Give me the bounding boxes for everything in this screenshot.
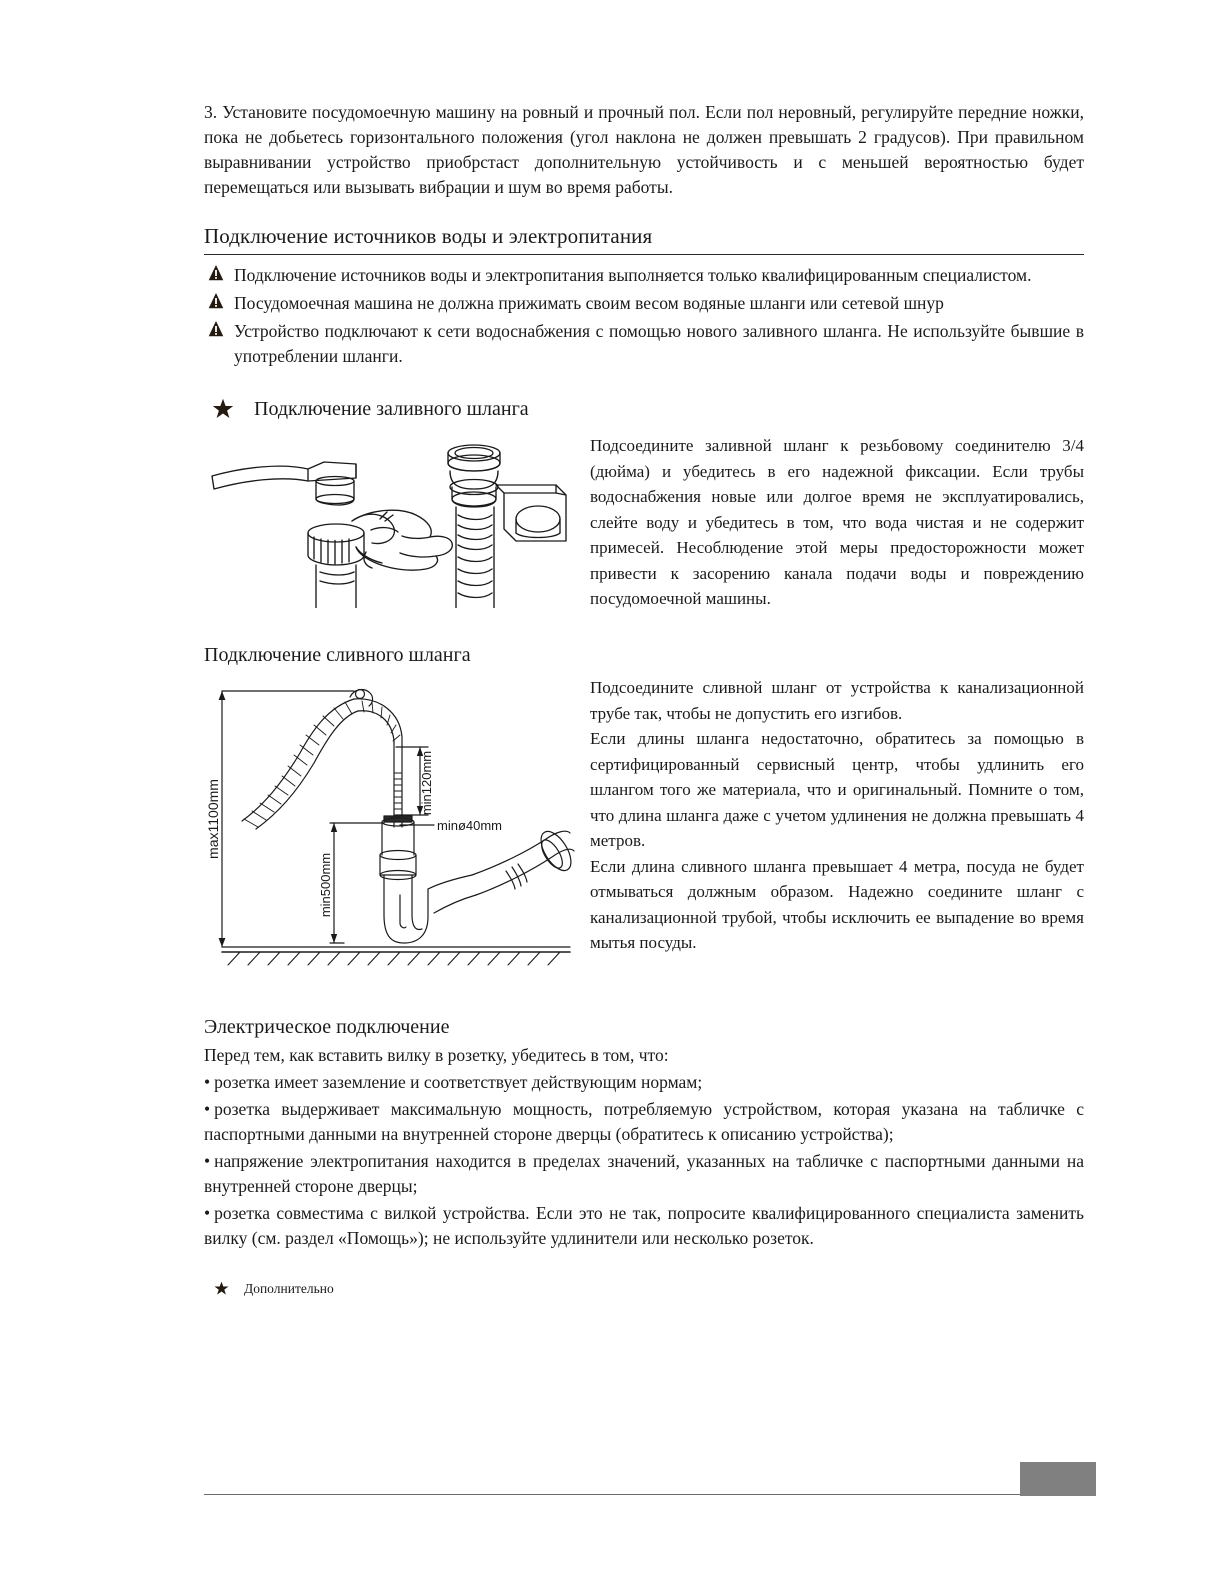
warning-text: Посудомоечная машина не должна прижимать своим весом водяные шланги или сетевой шнур — [234, 293, 944, 313]
section-title-rule — [204, 254, 1084, 255]
drain-hose-paragraph: Если длины шланга недостаточно, обратитесь за помощью в сертифицированный сервисный центр, чтобы удлинить его шлангом того же материала, что и оригинальный. Помните о том, что длина шланга даже с учетом удлинения не должна превышать 4 метров. — [590, 729, 1084, 850]
footer-rule — [204, 1494, 1084, 1495]
electrical-bullet — [204, 1149, 1084, 1199]
warning-triangle-icon — [208, 264, 224, 282]
star-icon — [214, 1281, 229, 1296]
inlet-hose-block — [204, 433, 1084, 613]
bullet-dot-icon: • — [204, 1203, 211, 1223]
warning-text: Подключение источников воды и электропитания выполняется только квалифицированным специалистом. — [234, 265, 1032, 285]
electrical-bullet — [204, 1201, 1084, 1251]
inlet-hose-text-column — [590, 433, 1084, 612]
electrical-heading: Электрическое подключение — [204, 1016, 450, 1038]
subsection-inlet-hose-label: Подключение заливного шланга — [254, 398, 529, 420]
electrical-bullet — [204, 1070, 1084, 1095]
warning-item — [204, 291, 1084, 316]
star-icon — [212, 398, 234, 420]
warning-list — [204, 263, 1084, 369]
dimension-label-max-height: max1100mm — [205, 779, 221, 859]
drain-hose-text-column — [590, 675, 1084, 956]
electrical-bullet-text: розетка совместима с вилкой устройства. Если это не так, попросите квалифицированного специалиста заменить вилку (см. раздел «Помощь»); не используйте удлинители или несколько розеток. — [204, 1203, 1084, 1248]
dimension-label-min-diameter: minø40mm — [437, 818, 503, 833]
warning-item — [204, 263, 1084, 288]
drain-hose-figure — [204, 675, 576, 972]
subsection-drain-hose-heading: Подключение сливного шланга — [204, 644, 471, 666]
bullet-dot-icon: • — [204, 1099, 211, 1119]
warning-triangle-icon — [208, 320, 224, 338]
additional-note-label: Дополнительно — [244, 1281, 334, 1296]
bullet-dot-icon: • — [204, 1072, 211, 1092]
dimension-label-min-insert: min120mm — [419, 750, 434, 816]
drain-hose-paragraph: Подсоедините сливной шланг от устройства к канализационной трубе так, чтобы не допустить его изгибов. — [590, 678, 1084, 723]
warning-triangle-icon — [208, 292, 224, 310]
electrical-lead-text: Перед тем, как вставить вилку в розетку, убедитесь в том, что: — [204, 1045, 669, 1065]
inlet-hose-text: Подсоедините заливной шланг к резьбовому соединителю 3/4 (дюйма) и убедитесь в его надежной фиксации. Если трубы водоснабжения новые или долгое время не эксплуатировались, слейте воду и убедитесь в том, что вода чистая и не содержит примесей. Несоблюдение этой меры предосторожности может привести к засорению канала подачи воды и повреждению посудомоечной машины. — [590, 436, 1084, 608]
electrical-bullet-text: напряжение электропитания находится в пределах значений, указанных на табличке с паспортными данными на внутренней стороне дверцы; — [204, 1151, 1084, 1196]
subsection-inlet-hose-heading — [204, 395, 1084, 423]
warning-item — [204, 319, 1084, 369]
electrical-bullet-text: розетка выдерживает максимальную мощность, потребляемую устройством, которая указана на табличке с паспортными данными на внутренней стороне дверцы (обратитесь к описанию устройства); — [204, 1099, 1084, 1144]
dimension-label-min-floor: min500mm — [318, 852, 333, 918]
electrical-section — [204, 1013, 1084, 1251]
footer-page-marker — [1020, 1462, 1096, 1496]
electrical-bullet-text: розетка имеет заземление и соответствует действующим нормам; — [214, 1072, 703, 1092]
inlet-hose-figure — [204, 433, 574, 613]
bullet-dot-icon: • — [204, 1151, 211, 1171]
drain-hose-block — [204, 675, 1084, 975]
intro-paragraph: 3. Установите посудомоечную машину на ровный и прочный пол. Если пол неровный, регулируйте передние ножки, пока не добьетесь горизонтального положения (угол наклона не должен превышать 2 градусов). При правильном выравнивании устройство приобрстаст дополнительную устойчивость и с меньшей вероятностью будет перемещаться или вызывать вибрации и шум во время работы. — [204, 102, 1084, 197]
additional-note — [204, 1279, 1084, 1299]
page-content — [204, 100, 1084, 1299]
electrical-bullet — [204, 1097, 1084, 1147]
drain-hose-paragraph: Если длина сливного шланга превышает 4 метра, посуда не будет отмываться должным образом. Надежно соедините шланг с канализационной трубой, чтобы исключить ее выпадение во время мытья посуды. — [590, 856, 1084, 952]
warning-text: Устройство подключают к сети водоснабжения с помощью нового заливного шланга. Не используйте бывшие в употреблении шланги. — [234, 321, 1084, 366]
section-title-water-power: Подключение источников воды и электропитания — [204, 224, 653, 248]
